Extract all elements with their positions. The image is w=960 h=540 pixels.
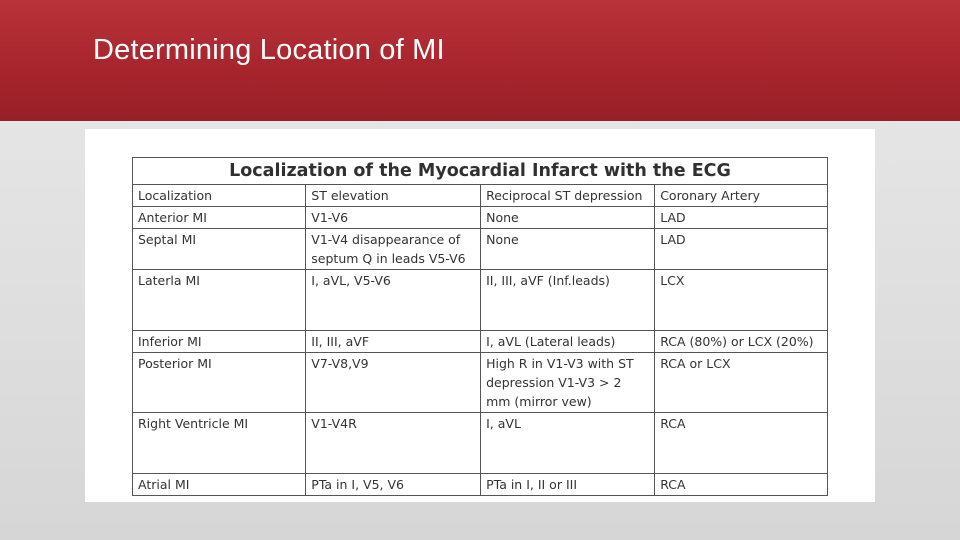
- cell-artery: LAD: [655, 229, 828, 270]
- cell-localization: Laterla MI: [133, 270, 306, 331]
- table-row: [133, 353, 828, 413]
- cell-localization: Right Ventricle MI: [133, 413, 306, 474]
- cell-reciprocal: High R in V1-V3 with ST depression V1-V3 > 2 mm (mirror vew): [481, 353, 655, 413]
- title-bar: [0, 0, 960, 121]
- cell-st-elevation: V1-V4 disappearance of septum Q in leads V5-V6: [306, 229, 481, 270]
- cell-reciprocal: II, III, aVF (Inf.leads): [481, 270, 655, 331]
- cell-localization: Inferior MI: [133, 331, 306, 353]
- cell-reciprocal: None: [481, 229, 655, 270]
- header-localization: Localization: [133, 185, 306, 207]
- slide-title: Determining Location of MI: [93, 34, 445, 66]
- table-row: [133, 207, 828, 229]
- table-caption: Localization of the Myocardial Infarct with the ECG: [132, 157, 828, 184]
- header-row: [133, 185, 828, 207]
- cell-artery: RCA or LCX: [655, 353, 828, 413]
- cell-reciprocal: PTa in I, II or III: [481, 474, 655, 496]
- header-reciprocal-st-depression: Reciprocal ST depression: [481, 185, 655, 207]
- cell-st-elevation: V1-V6: [306, 207, 481, 229]
- localization-table: [132, 157, 828, 496]
- cell-st-elevation: II, III, aVF: [306, 331, 481, 353]
- cell-reciprocal: None: [481, 207, 655, 229]
- cell-reciprocal: I, aVL: [481, 413, 655, 474]
- cell-localization: Posterior MI: [133, 353, 306, 413]
- table-row: [133, 413, 828, 474]
- cell-localization: Anterior MI: [133, 207, 306, 229]
- cell-artery: LCX: [655, 270, 828, 331]
- table-image-panel: [85, 129, 875, 502]
- table-row: [133, 270, 828, 331]
- cell-st-elevation: V1-V4R: [306, 413, 481, 474]
- cell-artery: RCA: [655, 413, 828, 474]
- cell-localization: Atrial MI: [133, 474, 306, 496]
- cell-st-elevation: PTa in I, V5, V6: [306, 474, 481, 496]
- header-coronary-artery: Coronary Artery: [655, 185, 828, 207]
- cell-reciprocal: I, aVL (Lateral leads): [481, 331, 655, 353]
- table-row: [133, 229, 828, 270]
- header-st-elevation: ST elevation: [306, 185, 481, 207]
- table-row: [133, 474, 828, 496]
- cell-artery: RCA (80%) or LCX (20%): [655, 331, 828, 353]
- cell-st-elevation: I, aVL, V5-V6: [306, 270, 481, 331]
- cell-st-elevation: V7-V8,V9: [306, 353, 481, 413]
- table-row: [133, 331, 828, 353]
- cell-artery: LAD: [655, 207, 828, 229]
- cell-artery: RCA: [655, 474, 828, 496]
- cell-localization: Septal MI: [133, 229, 306, 270]
